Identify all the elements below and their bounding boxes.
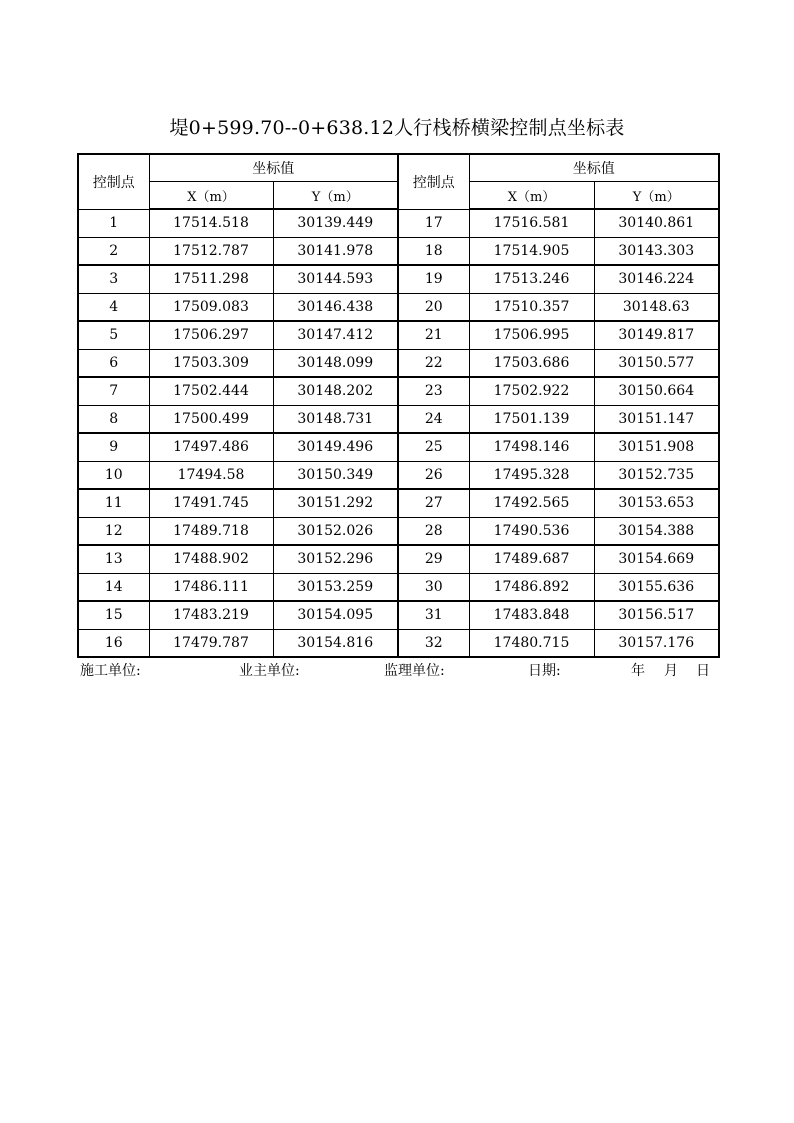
y-value-right: 30150.577 xyxy=(594,349,719,377)
x-value-right: 17503.686 xyxy=(469,349,594,377)
table-row xyxy=(78,265,719,293)
table-row xyxy=(78,545,719,573)
year-label: 年 xyxy=(631,663,645,679)
date-label: 日期: xyxy=(528,663,561,679)
table-row xyxy=(78,377,719,405)
table-row xyxy=(78,433,719,461)
x-value-right: 17502.922 xyxy=(469,377,594,405)
point-id-right: 24 xyxy=(398,405,469,433)
y-value-right: 30154.388 xyxy=(594,517,719,545)
x-value-left: 17483.219 xyxy=(149,601,273,629)
y-value-right: 30152.735 xyxy=(594,461,719,489)
table-row xyxy=(78,573,719,601)
x-value-right: 17506.995 xyxy=(469,321,594,349)
point-id-right: 23 xyxy=(398,377,469,405)
x-value-right: 17510.357 xyxy=(469,293,594,321)
x-value-right: 17514.905 xyxy=(469,237,594,265)
y-value-left: 30154.816 xyxy=(273,629,398,657)
point-id-left: 6 xyxy=(78,349,149,377)
header-control-point-left: 控制点 xyxy=(78,154,149,209)
point-id-left: 8 xyxy=(78,405,149,433)
header-x-left: X（m） xyxy=(149,182,273,210)
construction-unit-label: 施工单位: xyxy=(80,663,141,679)
point-id-right: 21 xyxy=(398,321,469,349)
point-id-left: 12 xyxy=(78,517,149,545)
header-y-left: Y（m） xyxy=(273,182,398,210)
point-id-left: 14 xyxy=(78,573,149,601)
y-value-left: 30152.296 xyxy=(273,545,398,573)
y-value-left: 30139.449 xyxy=(273,209,398,237)
y-value-right: 30140.861 xyxy=(594,209,719,237)
y-value-right: 30157.176 xyxy=(594,629,719,657)
y-value-right: 30150.664 xyxy=(594,377,719,405)
x-value-right: 17495.328 xyxy=(469,461,594,489)
point-id-right: 30 xyxy=(398,573,469,601)
x-value-right: 17490.536 xyxy=(469,517,594,545)
y-value-left: 30150.349 xyxy=(273,461,398,489)
point-id-right: 20 xyxy=(398,293,469,321)
x-value-left: 17491.745 xyxy=(149,489,273,517)
y-value-left: 30149.496 xyxy=(273,433,398,461)
x-value-left: 17489.718 xyxy=(149,517,273,545)
point-id-right: 31 xyxy=(398,601,469,629)
x-value-left: 17503.309 xyxy=(149,349,273,377)
table-row xyxy=(78,601,719,629)
y-value-left: 30152.026 xyxy=(273,517,398,545)
x-value-left: 17494.58 xyxy=(149,461,273,489)
x-value-left: 17497.486 xyxy=(149,433,273,461)
point-id-left: 4 xyxy=(78,293,149,321)
point-id-left: 15 xyxy=(78,601,149,629)
table-row xyxy=(78,629,719,657)
table-row xyxy=(78,321,719,349)
page-title: 堤0+599.70--0+638.12人行栈桥横梁控制点坐标表 xyxy=(169,117,625,139)
y-value-left: 30148.202 xyxy=(273,377,398,405)
x-value-left: 17500.499 xyxy=(149,405,273,433)
y-value-left: 30148.731 xyxy=(273,405,398,433)
point-id-left: 5 xyxy=(78,321,149,349)
y-value-left: 30147.412 xyxy=(273,321,398,349)
y-value-right: 30154.669 xyxy=(594,545,719,573)
y-value-right: 30151.908 xyxy=(594,433,719,461)
y-value-left: 30148.099 xyxy=(273,349,398,377)
y-value-right: 30155.636 xyxy=(594,573,719,601)
y-value-left: 30146.438 xyxy=(273,293,398,321)
point-id-left: 7 xyxy=(78,377,149,405)
y-value-left: 30151.292 xyxy=(273,489,398,517)
x-value-right: 17501.139 xyxy=(469,405,594,433)
table-row xyxy=(78,461,719,489)
point-id-right: 22 xyxy=(398,349,469,377)
point-id-left: 16 xyxy=(78,629,149,657)
point-id-right: 27 xyxy=(398,489,469,517)
coordinate-table xyxy=(77,153,720,658)
x-value-right: 17498.146 xyxy=(469,433,594,461)
point-id-left: 13 xyxy=(78,545,149,573)
y-value-right: 30151.147 xyxy=(594,405,719,433)
y-value-left: 30154.095 xyxy=(273,601,398,629)
owner-unit-label: 业主单位: xyxy=(239,663,300,679)
y-value-right: 30143.303 xyxy=(594,237,719,265)
month-label: 月 xyxy=(664,663,678,679)
x-value-right: 17483.848 xyxy=(469,601,594,629)
signature-footer xyxy=(80,660,720,680)
table-row xyxy=(78,517,719,545)
table-body xyxy=(78,209,719,657)
y-value-right: 30149.817 xyxy=(594,321,719,349)
table-row xyxy=(78,349,719,377)
point-id-right: 26 xyxy=(398,461,469,489)
supervision-unit-label: 监理单位: xyxy=(384,663,445,679)
header-y-right: Y（m） xyxy=(594,182,719,210)
x-value-left: 17479.787 xyxy=(149,629,273,657)
y-value-right: 30146.224 xyxy=(594,265,719,293)
header-x-right: X（m） xyxy=(469,182,594,210)
x-value-left: 17512.787 xyxy=(149,237,273,265)
x-value-left: 17488.902 xyxy=(149,545,273,573)
point-id-left: 2 xyxy=(78,237,149,265)
x-value-right: 17516.581 xyxy=(469,209,594,237)
point-id-left: 11 xyxy=(78,489,149,517)
x-value-left: 17486.111 xyxy=(149,573,273,601)
x-value-right: 17513.246 xyxy=(469,265,594,293)
y-value-right: 30156.517 xyxy=(594,601,719,629)
x-value-right: 17492.565 xyxy=(469,489,594,517)
table-row xyxy=(78,405,719,433)
x-value-left: 17502.444 xyxy=(149,377,273,405)
header-coord-left: 坐标值 xyxy=(149,154,398,182)
table-row xyxy=(78,237,719,265)
header-coord-right: 坐标值 xyxy=(469,154,719,182)
point-id-right: 19 xyxy=(398,265,469,293)
point-id-right: 25 xyxy=(398,433,469,461)
point-id-right: 29 xyxy=(398,545,469,573)
point-id-right: 28 xyxy=(398,517,469,545)
table-row xyxy=(78,209,719,237)
table-row xyxy=(78,293,719,321)
point-id-left: 3 xyxy=(78,265,149,293)
point-id-right: 17 xyxy=(398,209,469,237)
x-value-left: 17506.297 xyxy=(149,321,273,349)
x-value-right: 17480.715 xyxy=(469,629,594,657)
point-id-right: 18 xyxy=(398,237,469,265)
x-value-right: 17489.687 xyxy=(469,545,594,573)
x-value-left: 17509.083 xyxy=(149,293,273,321)
day-label: 日 xyxy=(696,663,710,679)
point-id-left: 1 xyxy=(78,209,149,237)
y-value-left: 30144.593 xyxy=(273,265,398,293)
point-id-left: 9 xyxy=(78,433,149,461)
x-value-right: 17486.892 xyxy=(469,573,594,601)
y-value-left: 30141.978 xyxy=(273,237,398,265)
x-value-left: 17514.518 xyxy=(149,209,273,237)
y-value-right: 30153.653 xyxy=(594,489,719,517)
header-control-point-right: 控制点 xyxy=(398,154,469,209)
y-value-left: 30153.259 xyxy=(273,573,398,601)
point-id-right: 32 xyxy=(398,629,469,657)
point-id-left: 10 xyxy=(78,461,149,489)
table-row xyxy=(78,489,719,517)
y-value-right: 30148.63 xyxy=(594,293,719,321)
x-value-left: 17511.298 xyxy=(149,265,273,293)
